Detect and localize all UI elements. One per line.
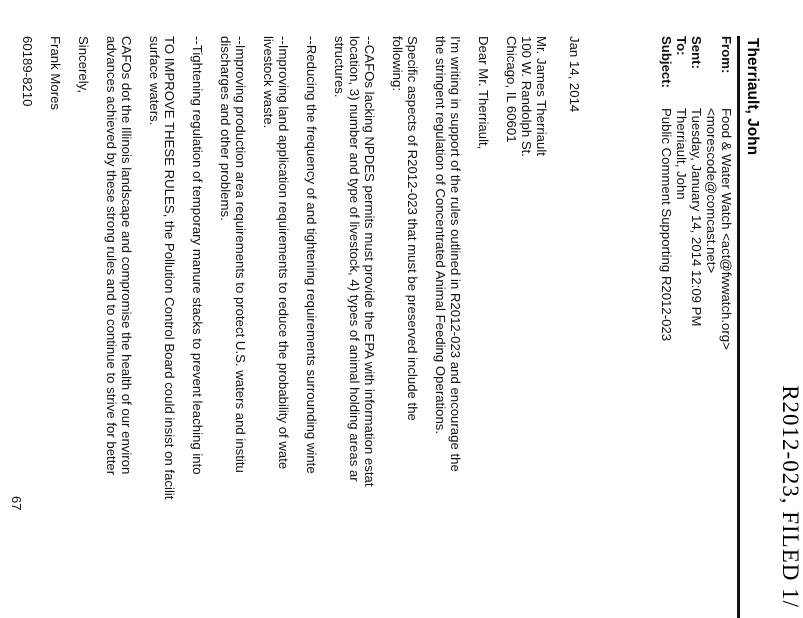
from-label: From:: [719, 36, 734, 74]
subject-value: Public Comment Supporting R2012-023: [659, 108, 674, 342]
signoff: Sincerely,: [76, 36, 91, 93]
bullet-production-line: --Improving production area requirements to protect U.S. waters and institu: [233, 36, 248, 473]
bullet-land-line: --Improving land application requirements to reduce the probability of wate: [276, 36, 291, 470]
sent-value: Tuesday, January 14, 2014 12:09 PM: [689, 108, 704, 327]
aspects-line: Specific aspects of R2012-023 that must be preserved include the: [405, 36, 420, 421]
email-header: [659, 36, 734, 350]
address-line: Mr. James Therriault: [534, 36, 549, 156]
closing-cafos-line: advances achieved by these strong rules and to continue to strive for better: [104, 36, 119, 476]
from-spacer: [704, 36, 719, 108]
subject-label: Subject:: [659, 36, 674, 89]
bullet-land-line: livestock waste.: [261, 36, 276, 129]
page-number: 67: [9, 496, 24, 511]
closing-cafos-line: CAFOs dot the Illinois landscape and compromise the health of our environ: [119, 36, 134, 475]
bullet-npdes-line: structures.: [332, 36, 347, 98]
intro-line: I'm writing in support of the rules outlined in R2012-023 and encourage the: [448, 36, 463, 472]
address-line: 100 W. Randolph St.: [519, 36, 534, 157]
bullet-winter: --Reducing the frequency of and tightening requirements surrounding winte: [304, 36, 319, 474]
header-divider: [737, 36, 740, 618]
signer-name: Frank Mores: [48, 36, 63, 111]
bullet-npdes-line: location, 3) number and type of livestock, 4) types of animal holding areas ar: [347, 36, 362, 482]
signer-zip: 60189-8210: [20, 36, 35, 107]
letter-date: Jan 14, 2014: [567, 36, 582, 113]
bullet-npdes-line: --CAFOs lacking NPDES permits must provide the EPA with information estat: [362, 36, 377, 487]
to-value: Therriault, John: [674, 108, 689, 200]
sent-label: Sent:: [689, 36, 704, 69]
from-value: Food & Water Watch <act@fwwatch.org>: [719, 108, 734, 350]
from-value-secondary: <morescode@comcast.net>: [704, 108, 719, 274]
salutation: Dear Mr. Therriault,: [476, 36, 491, 150]
to-label: To:: [674, 36, 689, 56]
aspects-line: following:: [390, 36, 405, 91]
bullet-production-line: discharges and other problems.: [218, 36, 233, 221]
sender-name: Therriault, John: [744, 38, 761, 156]
closing-improve-line: surface waters.: [147, 36, 162, 126]
filing-stamp: R2012-023, FILED 1/: [778, 385, 803, 608]
letter-body: [20, 36, 582, 618]
closing-improve-line: TO IMPROVE THESE RULES, the Pollution Control Board could insist on facilit: [162, 36, 177, 500]
bullet-manure: --Tightening regulation of temporary manure stacks to prevent leaching into: [190, 36, 205, 475]
address-line: Chicago, IL 60601: [504, 36, 519, 143]
intro-line: the stringent regulation of Concentrated Animal Feeding Operations.: [433, 36, 448, 435]
